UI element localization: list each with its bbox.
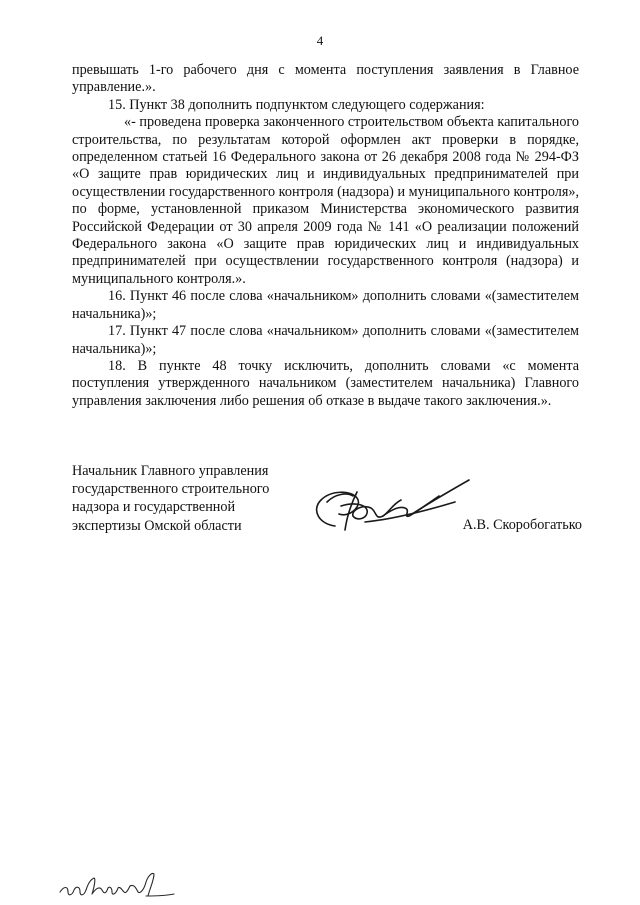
handwritten-signature [305, 466, 475, 542]
paragraph-item-18: 18. В пункте 48 точку исключить, дополнить словами «с момента поступления утвержденного начальником (заместителем начальника) Главного управления заключения либо решения об отказе в выдаче такого заключения.». [72, 357, 579, 409]
signer-title-line: Начальник Главного управления [72, 463, 269, 479]
handwritten-initials [58, 866, 178, 900]
paragraph-subitem-quote: «- проведена проверка законченного строительством объекта капитального строительства, по результатам которой оформлен акт проверки в порядке, определенном статьей 16 Федерального закона от 26 декабря 2008 года № 294-ФЗ «О защите прав юридических лиц и индивидуальных предпринимателей при осуществлении государственного контроля (надзора) и муниципального контроля», по форме, установленной приказом Министерства экономического развития Российской Федерации от 30 апреля 2009 года № 141 «О реализации положений Федерального закона «О защите прав юридических лиц и индивидуальных предпринимателей при осуществлении государственного контроля (надзора) и муниципального контроля.». [72, 114, 579, 287]
signer-title-line: надзора и государственной [72, 499, 236, 516]
signer-title-line: государственного строительного [72, 481, 270, 498]
document-body [72, 62, 579, 410]
signer-title-line: экспертизы Омской области [72, 517, 242, 534]
paragraph-item-17: 17. Пункт 47 после слова «начальником» дополнить словами «(заместителем начальника)»; [72, 323, 579, 357]
signer-name: А.В. Скоробогатько [462, 517, 582, 533]
paragraph-continuation: превышать 1-го рабочего дня с момента поступления заявления в Главное управление.». [72, 62, 579, 96]
signer-title [72, 462, 302, 535]
page-number: 4 [316, 33, 324, 48]
paragraph-item-16: 16. Пункт 46 после слова «начальником» дополнить словами «(заместителем начальника)»; [72, 288, 579, 322]
paragraph-item-15: 15. Пункт 38 дополнить подпунктом следующего содержания: [108, 96, 485, 113]
signature-block [72, 462, 582, 542]
